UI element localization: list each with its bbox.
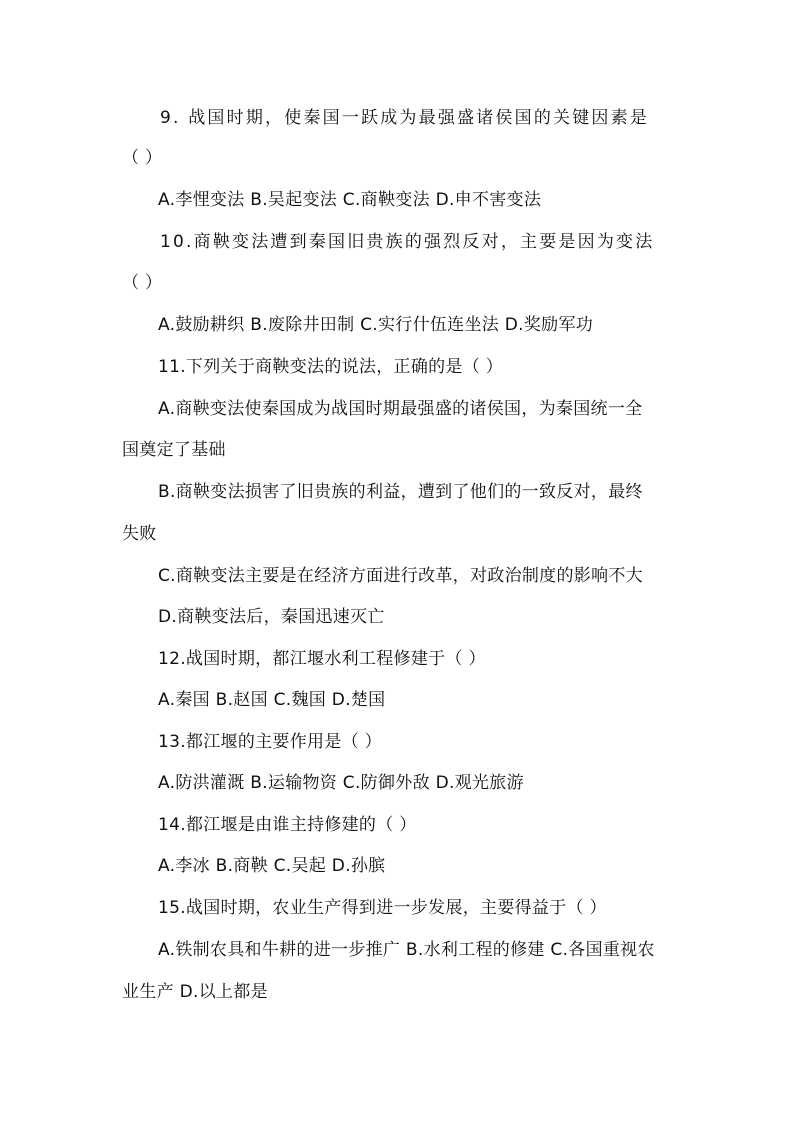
question-11-option-a-line-2: 国奠定了基础	[122, 440, 226, 460]
question-14-stem: 14.都江堰是由谁主持修建的（ ）	[158, 815, 417, 835]
question-15-options-line-2: 业生产 D.以上都是	[122, 982, 268, 1002]
question-15-stem: 15.战国时期，农业生产得到进一步发展，主要得益于（ ）	[158, 898, 607, 918]
question-12-stem: 12.战国时期，都江堰水利工程修建于（ ）	[158, 649, 486, 669]
question-12-options: A.秦国 B.赵国 C.魏国 D.楚国	[158, 690, 386, 710]
question-11-option-a-line-1: A.商鞅变法使秦国成为战国时期最强盛的诸侯国，为秦国统一全	[158, 399, 643, 419]
question-15-options-line-1: A.铁制农具和牛耕的进一步推广 B.水利工程的修建 C.各国重视农	[158, 940, 655, 960]
question-10-paren: （ ）	[122, 273, 163, 293]
question-13-options: A.防洪灌溉 B.运输物资 C.防御外敌 D.观光旅游	[158, 773, 524, 793]
question-11-stem: 11.下列关于商鞅变法的说法，正确的是（ ）	[158, 357, 504, 377]
question-13-stem: 13.都江堰的主要作用是（ ）	[158, 732, 382, 752]
question-11-option-c: C.商鞅变法主要是在经济方面进行改革，对政治制度的影响不大	[158, 566, 643, 586]
question-11-option-b-line-2: 失败	[122, 524, 157, 544]
question-14-options: A.李冰 B.商鞅 C.吴起 D.孙膑	[158, 856, 386, 876]
question-10-stem: 10.商鞅变法遭到秦国旧贵族的强烈反对，主要是因为变法	[160, 232, 655, 252]
question-9-options: A.李悝变法 B.吴起变法 C.商鞅变法 D.申不害变法	[158, 190, 542, 210]
question-9-paren: （ ）	[122, 148, 163, 168]
question-11-option-b-line-1: B.商鞅变法损害了旧贵族的利益，遭到了他们的一致反对，最终	[158, 482, 643, 502]
question-11-option-d: D.商鞅变法后，秦国迅速灭亡	[158, 607, 385, 627]
question-9-stem: 9. 战国时期，使秦国一跃成为最强盛诸侯国的关键因素是	[160, 108, 650, 128]
question-10-options: A.鼓励耕织 B.废除井田制 C.实行什伍连坐法 D.奖励军功	[158, 315, 594, 335]
